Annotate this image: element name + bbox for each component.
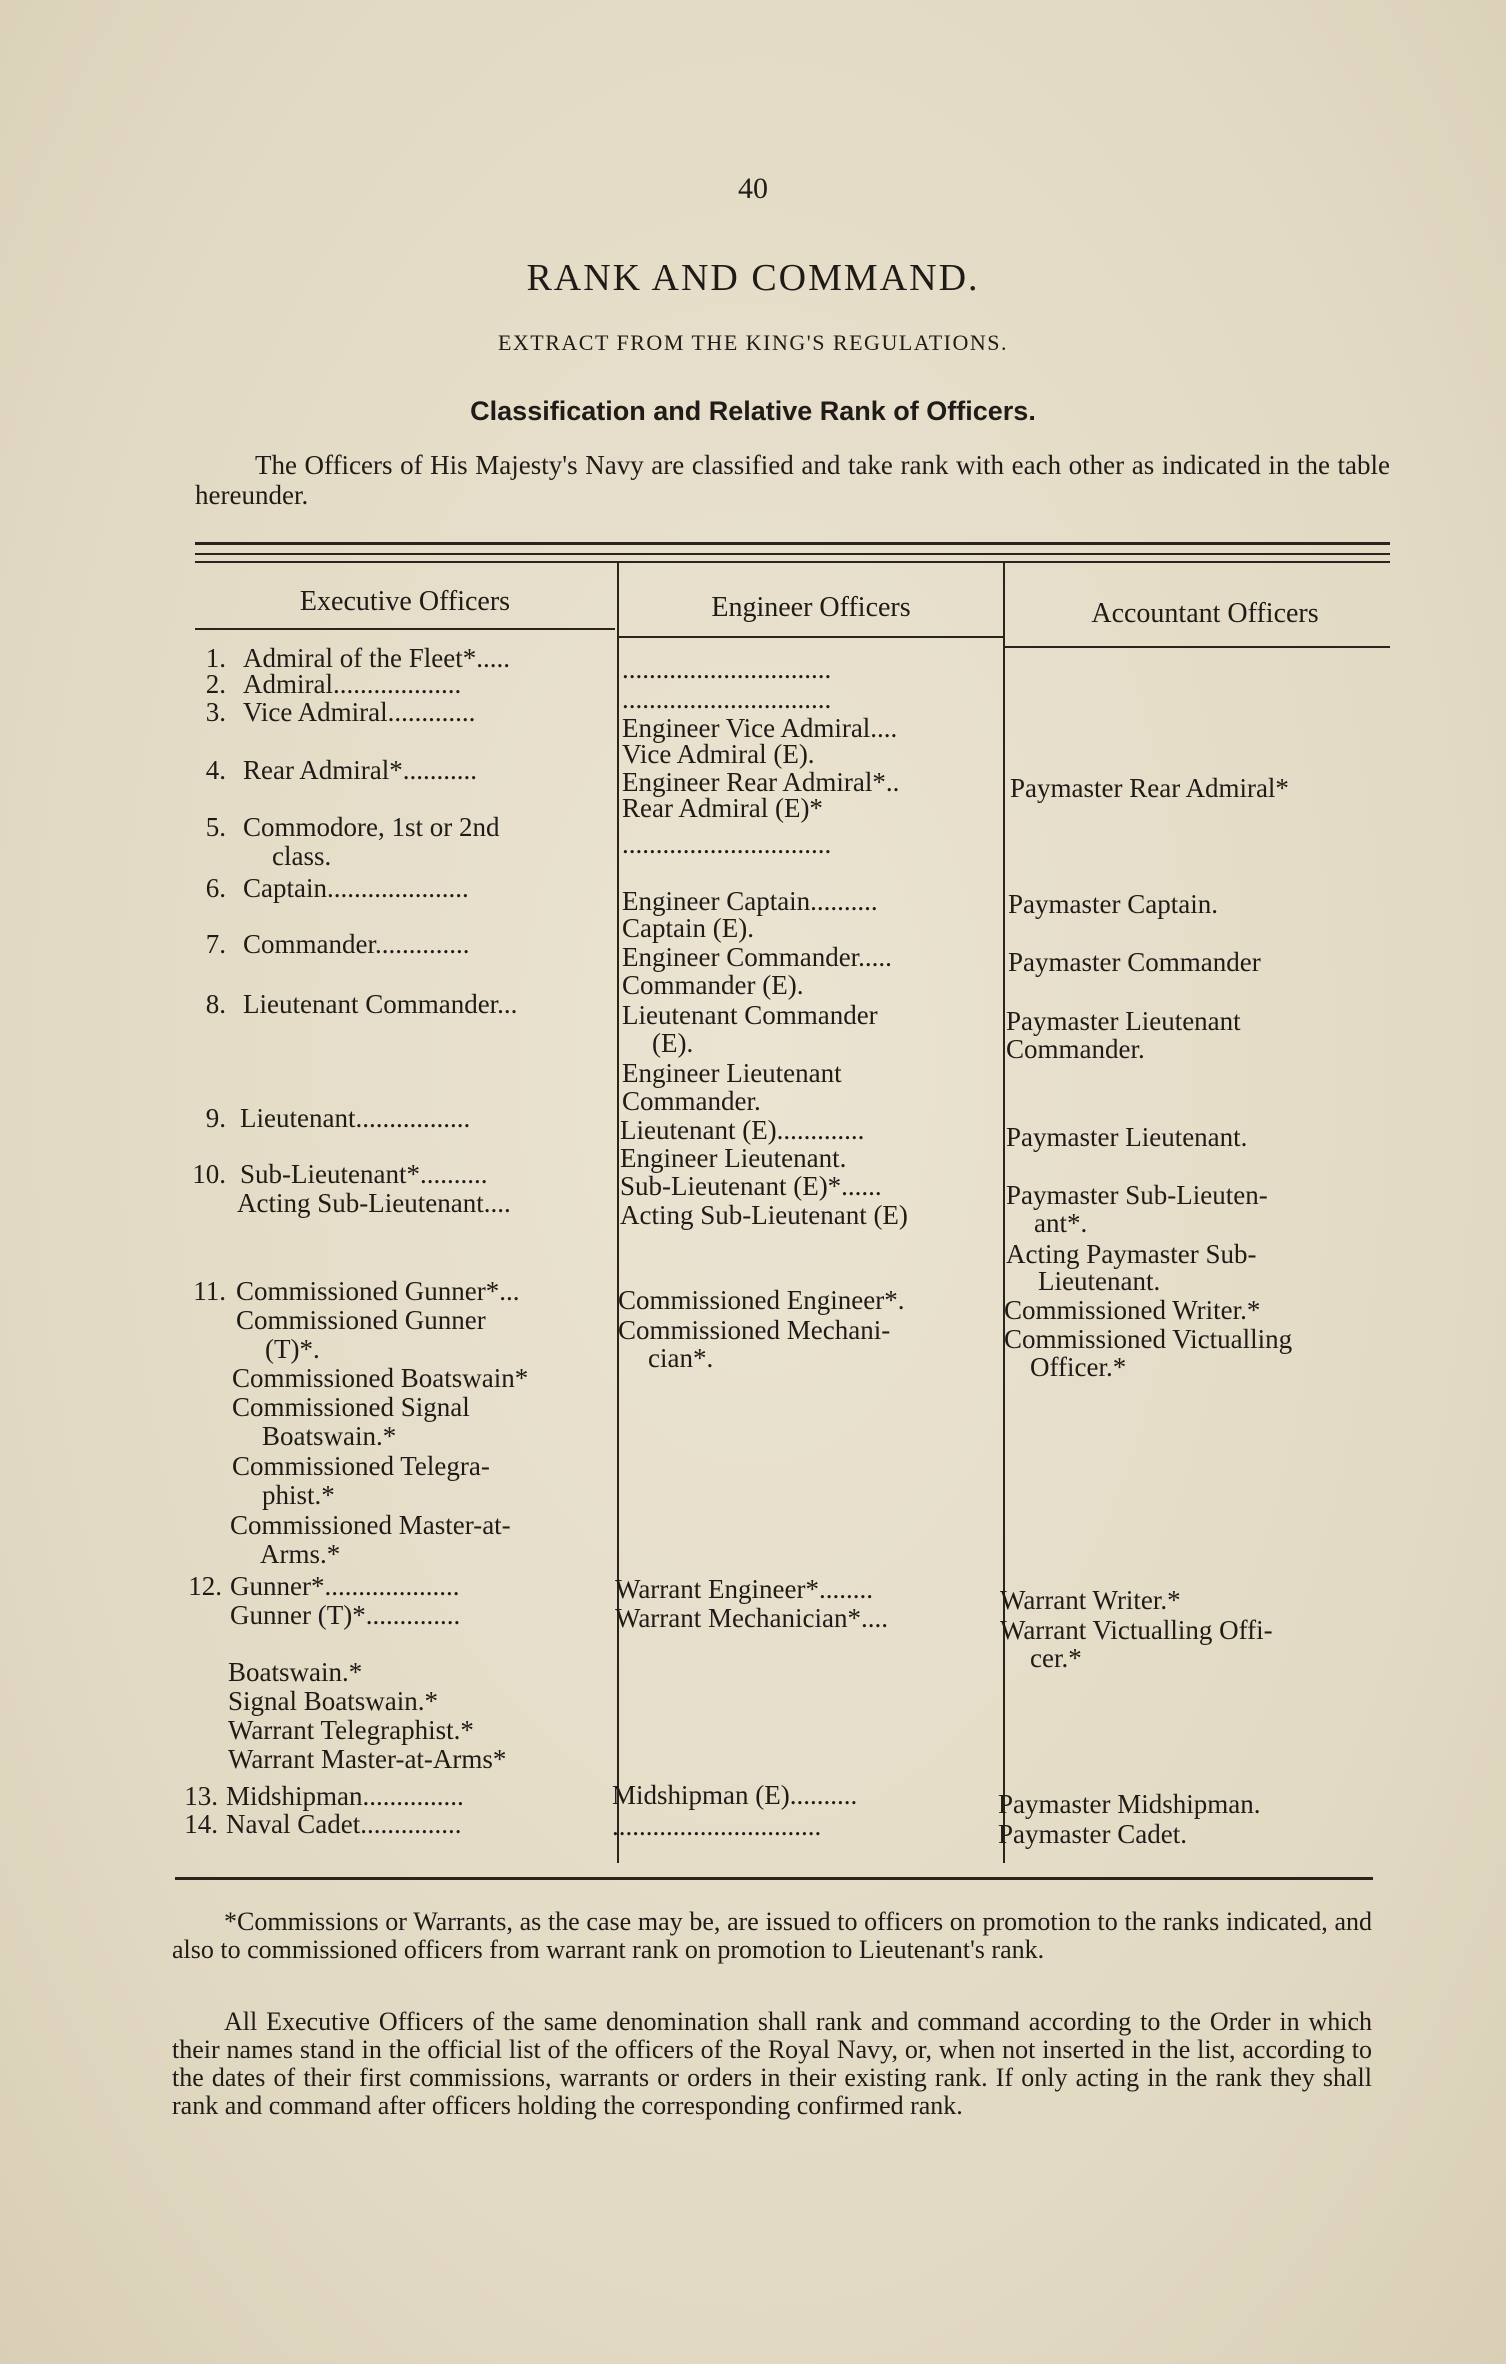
executive-cell: Lieutenant Commander... xyxy=(243,989,518,1019)
row-number: 11. xyxy=(193,1276,226,1306)
engineer-cell: Rear Admiral (E)* xyxy=(622,793,823,823)
engineer-cell: Commander (E). xyxy=(622,970,804,1000)
executive-cell: Gunner (T)*.............. xyxy=(230,1600,461,1630)
executive-cell: Boatswain.* xyxy=(262,1421,397,1451)
executive-cell: Commissioned Signal xyxy=(232,1392,470,1422)
engineer-cell: Midshipman (E).......... xyxy=(612,1780,858,1810)
engineer-cell: ............................... xyxy=(622,684,832,714)
engineer-cell: Warrant Mechanician*.... xyxy=(615,1603,888,1633)
row-number: 14. xyxy=(184,1809,218,1839)
engineer-cell: Engineer Rear Admiral*.. xyxy=(622,767,900,797)
engineer-cell: Engineer Lieutenant xyxy=(622,1058,842,1088)
accountant-cell: Commissioned Victualling xyxy=(1004,1324,1293,1354)
executive-cell: Commander.............. xyxy=(243,929,470,959)
table-top-rule-2 xyxy=(195,553,1390,555)
executive-cell: Commissioned Master-at- xyxy=(230,1510,511,1540)
row-number: 10. xyxy=(192,1159,226,1189)
page-subtitle: EXTRACT FROM THE KING'S REGULATIONS. xyxy=(497,330,1008,355)
engineer-cell: ............................... xyxy=(622,829,832,859)
accountant-cell: ant*. xyxy=(1034,1208,1088,1238)
executive-cell: Gunner*.................... xyxy=(230,1571,460,1601)
table-bottom-rule xyxy=(175,1877,1373,1880)
engineer-cell: cian*. xyxy=(648,1343,714,1373)
accountant-cell: Officer.* xyxy=(1030,1352,1127,1382)
row-number: 8. xyxy=(205,989,226,1019)
page-title: RANK AND COMMAND. xyxy=(526,257,980,299)
accountant-cell: Paymaster Rear Admiral* xyxy=(1010,773,1289,803)
executive-cell: Commissioned Telegra- xyxy=(232,1451,490,1481)
column-divider-2 xyxy=(1003,563,1005,1863)
accountant-cell: Acting Paymaster Sub- xyxy=(1006,1239,1257,1269)
engineer-cell: Engineer Vice Admiral.... xyxy=(622,713,898,743)
engineer-cell: Lieutenant (E)............. xyxy=(620,1115,865,1145)
accountant-cell: Warrant Victualling Offi- xyxy=(1000,1615,1273,1645)
accountant-cell: Commissioned Writer.* xyxy=(1004,1295,1261,1325)
engineer-cell: Engineer Lieutenant. xyxy=(620,1143,847,1173)
executive-cell: Admiral of the Fleet*..... xyxy=(243,643,510,673)
row-number: 9. xyxy=(205,1103,226,1133)
engineer-cell: ............................... xyxy=(622,654,832,684)
executive-cell: Signal Boatswain.* xyxy=(228,1686,438,1716)
column-divider-1 xyxy=(617,563,619,1863)
accountant-cell: Paymaster Cadet. xyxy=(998,1819,1187,1849)
accountant-cell: cer.* xyxy=(1030,1643,1082,1673)
header-rule-executive xyxy=(195,628,615,630)
executive-cell: Lieutenant................. xyxy=(240,1103,471,1133)
executive-cell: Sub-Lieutenant*.......... xyxy=(240,1159,488,1189)
engineer-cell: Captain (E). xyxy=(622,913,754,943)
executive-cell: Warrant Master-at-Arms* xyxy=(228,1744,507,1774)
executive-cell: Admiral................... xyxy=(243,669,462,699)
row-number: 5. xyxy=(205,812,226,842)
engineer-cell: ............................... xyxy=(612,1811,822,1841)
accountant-cell: Paymaster Captain. xyxy=(1008,889,1218,919)
intro-paragraph: The Officers of His Majesty's Navy are classified and take rank with each other as indicated in the table hereunder. xyxy=(195,450,1390,510)
footnote-asterisk: *Commissions or Warrants, as the case may be, are issued to officers on promotion to the ranks indicated, and also to commissioned officers from warrant rank on promotion to Lieutenant's rank. xyxy=(172,1907,1372,1964)
header-rule-engineer xyxy=(619,636,1003,638)
executive-cell: Commissioned Gunner*... xyxy=(236,1276,520,1306)
executive-cell: Commissioned Boatswain* xyxy=(232,1363,529,1393)
page-number: 40 xyxy=(738,172,768,205)
engineer-cell: Engineer Captain.......... xyxy=(622,886,878,916)
engineer-cell: Commissioned Engineer*. xyxy=(618,1285,905,1315)
accountant-cell: Warrant Writer.* xyxy=(1000,1585,1181,1615)
row-number: 1. xyxy=(205,643,226,673)
table-top-rule-3 xyxy=(195,561,1390,563)
header-executive: Executive Officers xyxy=(299,586,511,617)
header-engineer: Engineer Officers xyxy=(711,592,911,623)
engineer-cell: Lieutenant Commander xyxy=(622,1000,878,1030)
row-number: 6. xyxy=(205,873,226,903)
section-heading: Classification and Relative Rank of Officers. xyxy=(470,396,1036,426)
executive-cell: Rear Admiral*........... xyxy=(243,755,477,785)
footnote-precedence: All Executive Officers of the same denomination shall rank and command according to the Order in which their names stand in the official list of the officers of the Royal Navy, or, when not inserted in the list, according to the dates of their first commissions, warrants or orders in their existing rank. If only acting in the rank they shall rank and command after officers holding the corresponding confirmed rank. xyxy=(172,2007,1372,2120)
header-accountant: Accountant Officers xyxy=(1091,598,1319,629)
header-rule-accountant xyxy=(1005,646,1390,648)
accountant-cell: Lieutenant. xyxy=(1038,1266,1161,1296)
engineer-cell: Commissioned Mechani- xyxy=(618,1315,891,1345)
engineer-cell: Sub-Lieutenant (E)*...... xyxy=(620,1171,882,1201)
executive-cell: Midshipman............... xyxy=(226,1781,464,1811)
accountant-cell: Paymaster Commander xyxy=(1008,947,1261,977)
executive-cell: Warrant Telegraphist.* xyxy=(228,1715,474,1745)
executive-cell: Naval Cadet............... xyxy=(226,1809,462,1839)
accountant-cell: Paymaster Sub-Lieuten- xyxy=(1006,1180,1268,1210)
row-number: 12. xyxy=(188,1571,222,1601)
executive-cell: Acting Sub-Lieutenant.... xyxy=(237,1188,511,1218)
engineer-cell: Commander. xyxy=(622,1086,761,1116)
executive-cell: Captain..................... xyxy=(243,873,469,903)
row-number: 7. xyxy=(205,929,226,959)
engineer-cell: Vice Admiral (E). xyxy=(622,739,815,769)
accountant-cell: Paymaster Lieutenant xyxy=(1006,1006,1241,1036)
engineer-cell: (E). xyxy=(652,1028,694,1058)
row-number: 13. xyxy=(184,1781,218,1811)
engineer-cell: Warrant Engineer*........ xyxy=(615,1574,873,1604)
accountant-cell: Commander. xyxy=(1006,1034,1145,1064)
executive-cell: Commodore, 1st or 2nd xyxy=(243,812,500,842)
table-top-rule-1 xyxy=(195,542,1390,545)
engineer-cell: Acting Sub-Lieutenant (E) xyxy=(620,1200,908,1230)
executive-cell: Vice Admiral............. xyxy=(243,697,476,727)
executive-cell: Commissioned Gunner xyxy=(236,1305,486,1335)
row-number: 3. xyxy=(205,697,226,727)
row-number: 4. xyxy=(205,755,226,785)
row-number: 2. xyxy=(205,669,226,699)
accountant-cell: Paymaster Midshipman. xyxy=(998,1789,1261,1819)
accountant-cell: Paymaster Lieutenant. xyxy=(1006,1122,1248,1152)
executive-cell: (T)*. xyxy=(265,1334,320,1364)
executive-cell: Arms.* xyxy=(260,1539,341,1569)
executive-cell: Boatswain.* xyxy=(228,1657,363,1687)
executive-cell: phist.* xyxy=(262,1480,335,1510)
engineer-cell: Engineer Commander..... xyxy=(622,942,892,972)
executive-cell: class. xyxy=(272,841,332,871)
